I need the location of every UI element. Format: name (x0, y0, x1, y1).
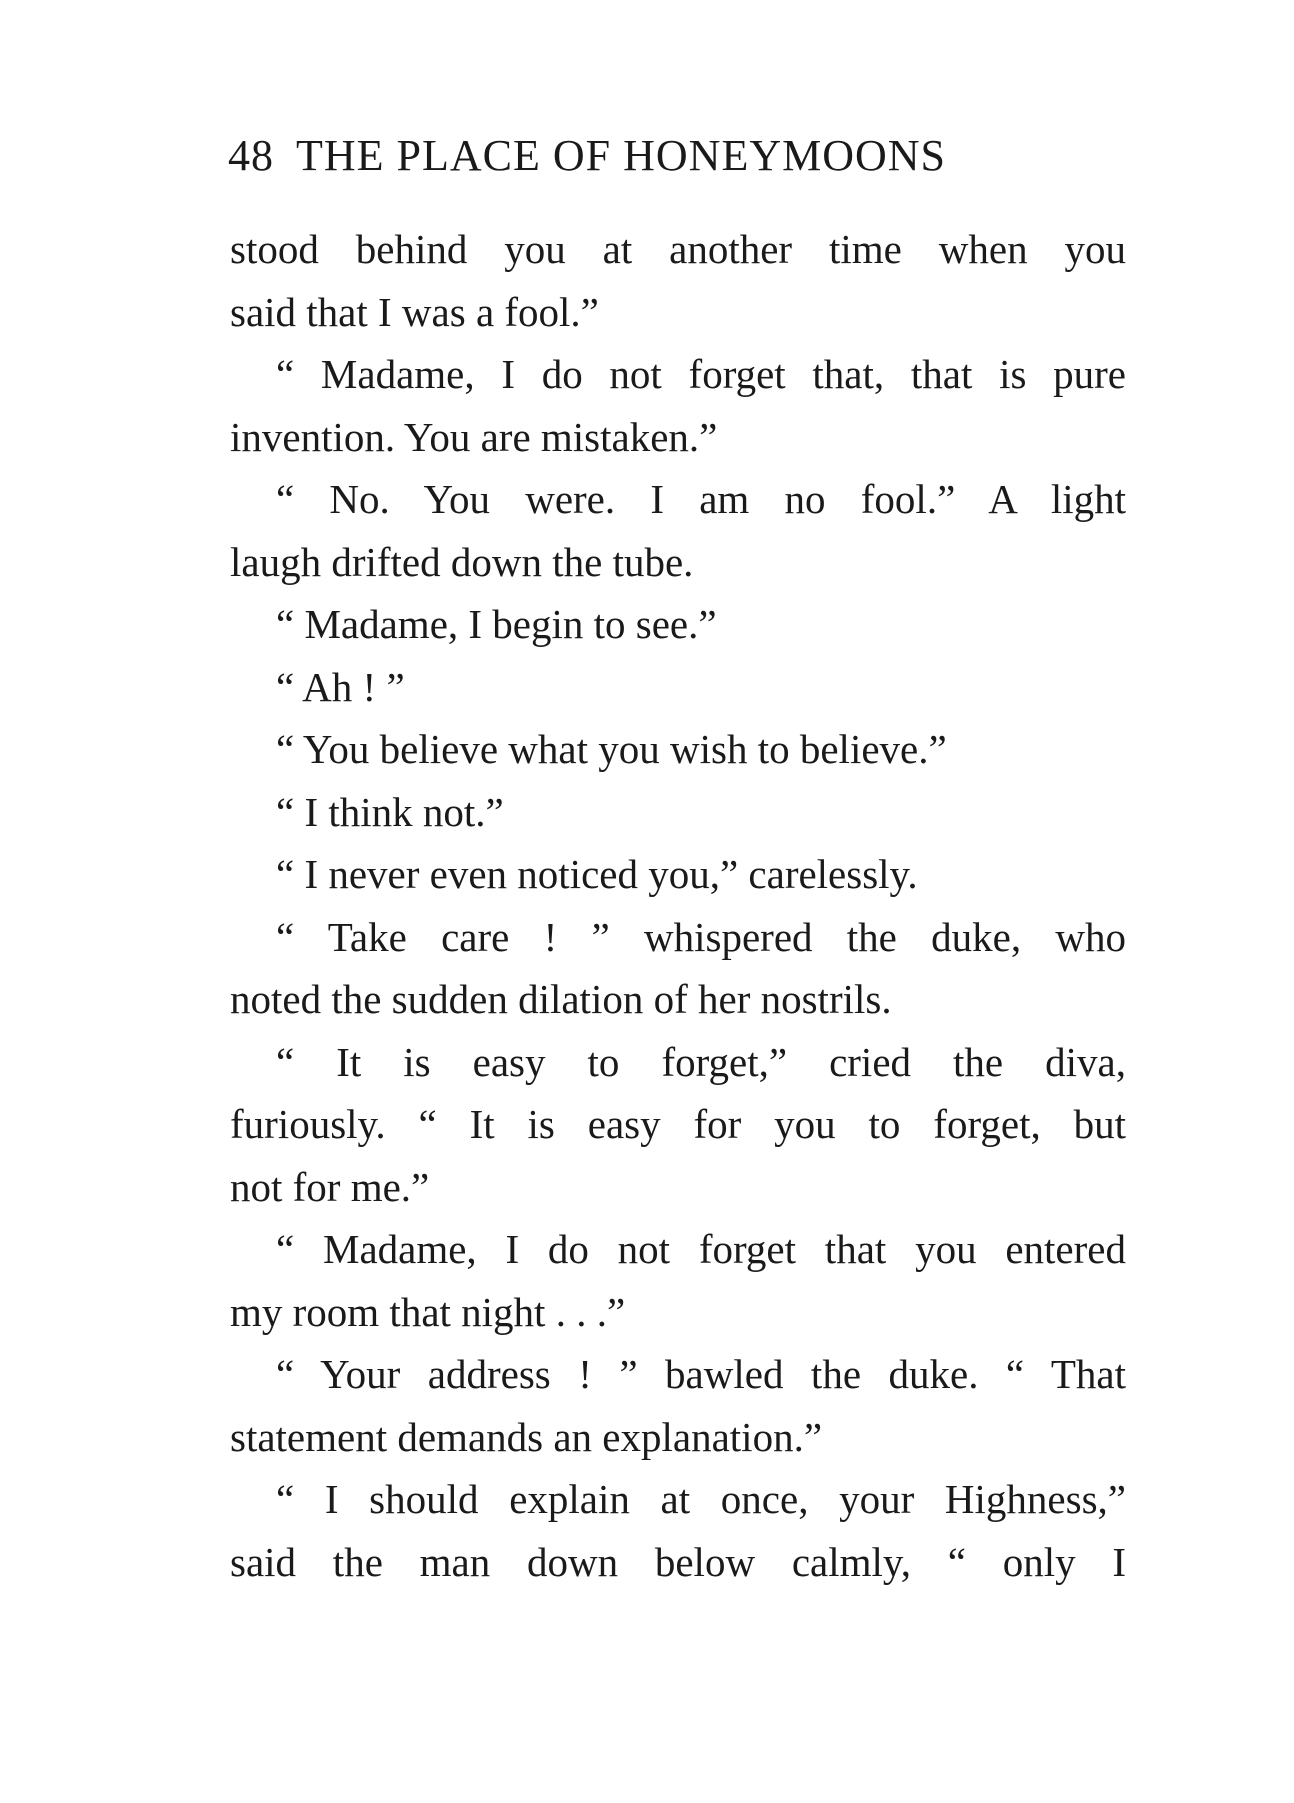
text-line: “ I never even noticed you,” carelessly. (276, 851, 918, 897)
body-text (230, 218, 1126, 1593)
text-line: “ Your address ! ” bawled the duke. “ That (276, 1351, 1126, 1397)
text-line: laugh drifted down the tube. (230, 538, 694, 585)
running-title: THE PLACE OF HONEYMOONS (296, 131, 947, 180)
text-line: my room that night . . .” (230, 1288, 626, 1335)
text-line: “ You believe what you wish to believe.” (276, 726, 947, 772)
page-number: 48 (228, 131, 274, 180)
running-head (228, 130, 1108, 181)
text-line: “ I think not.” (276, 788, 504, 835)
text-line: stood behind you at another time when you (230, 226, 1126, 272)
text-line: “ Ah ! ” (276, 663, 405, 710)
text-line: “ It is easy to forget,” cried the diva, (276, 1038, 1126, 1085)
text-line: “ Madame, I begin to see.” (276, 601, 717, 647)
text-line: “ No. You were. I am no fool.” A light (276, 476, 1126, 522)
text-line: “ Take care ! ” whispered the duke, who (276, 913, 1126, 960)
text-line: noted the sudden dilation of her nostrils. (230, 976, 892, 1022)
text-line: said the man down below calmly, “ only I (230, 1538, 1126, 1585)
text-line: said that I was a fool.” (230, 288, 599, 335)
text-line: “ Madame, I do not forget that, that is pure (276, 351, 1126, 397)
text-line: not for me.” (230, 1163, 430, 1210)
text-line: “ Madame, I do not forget that you entered (276, 1226, 1126, 1272)
text-line: “ I should explain at once, your Highness,” (276, 1476, 1126, 1522)
text-line: furiously. “ It is easy for you to forget, but (230, 1101, 1126, 1147)
text-line: statement demands an explanation.” (230, 1413, 823, 1460)
text-line: invention. You are mistaken.” (230, 413, 718, 460)
